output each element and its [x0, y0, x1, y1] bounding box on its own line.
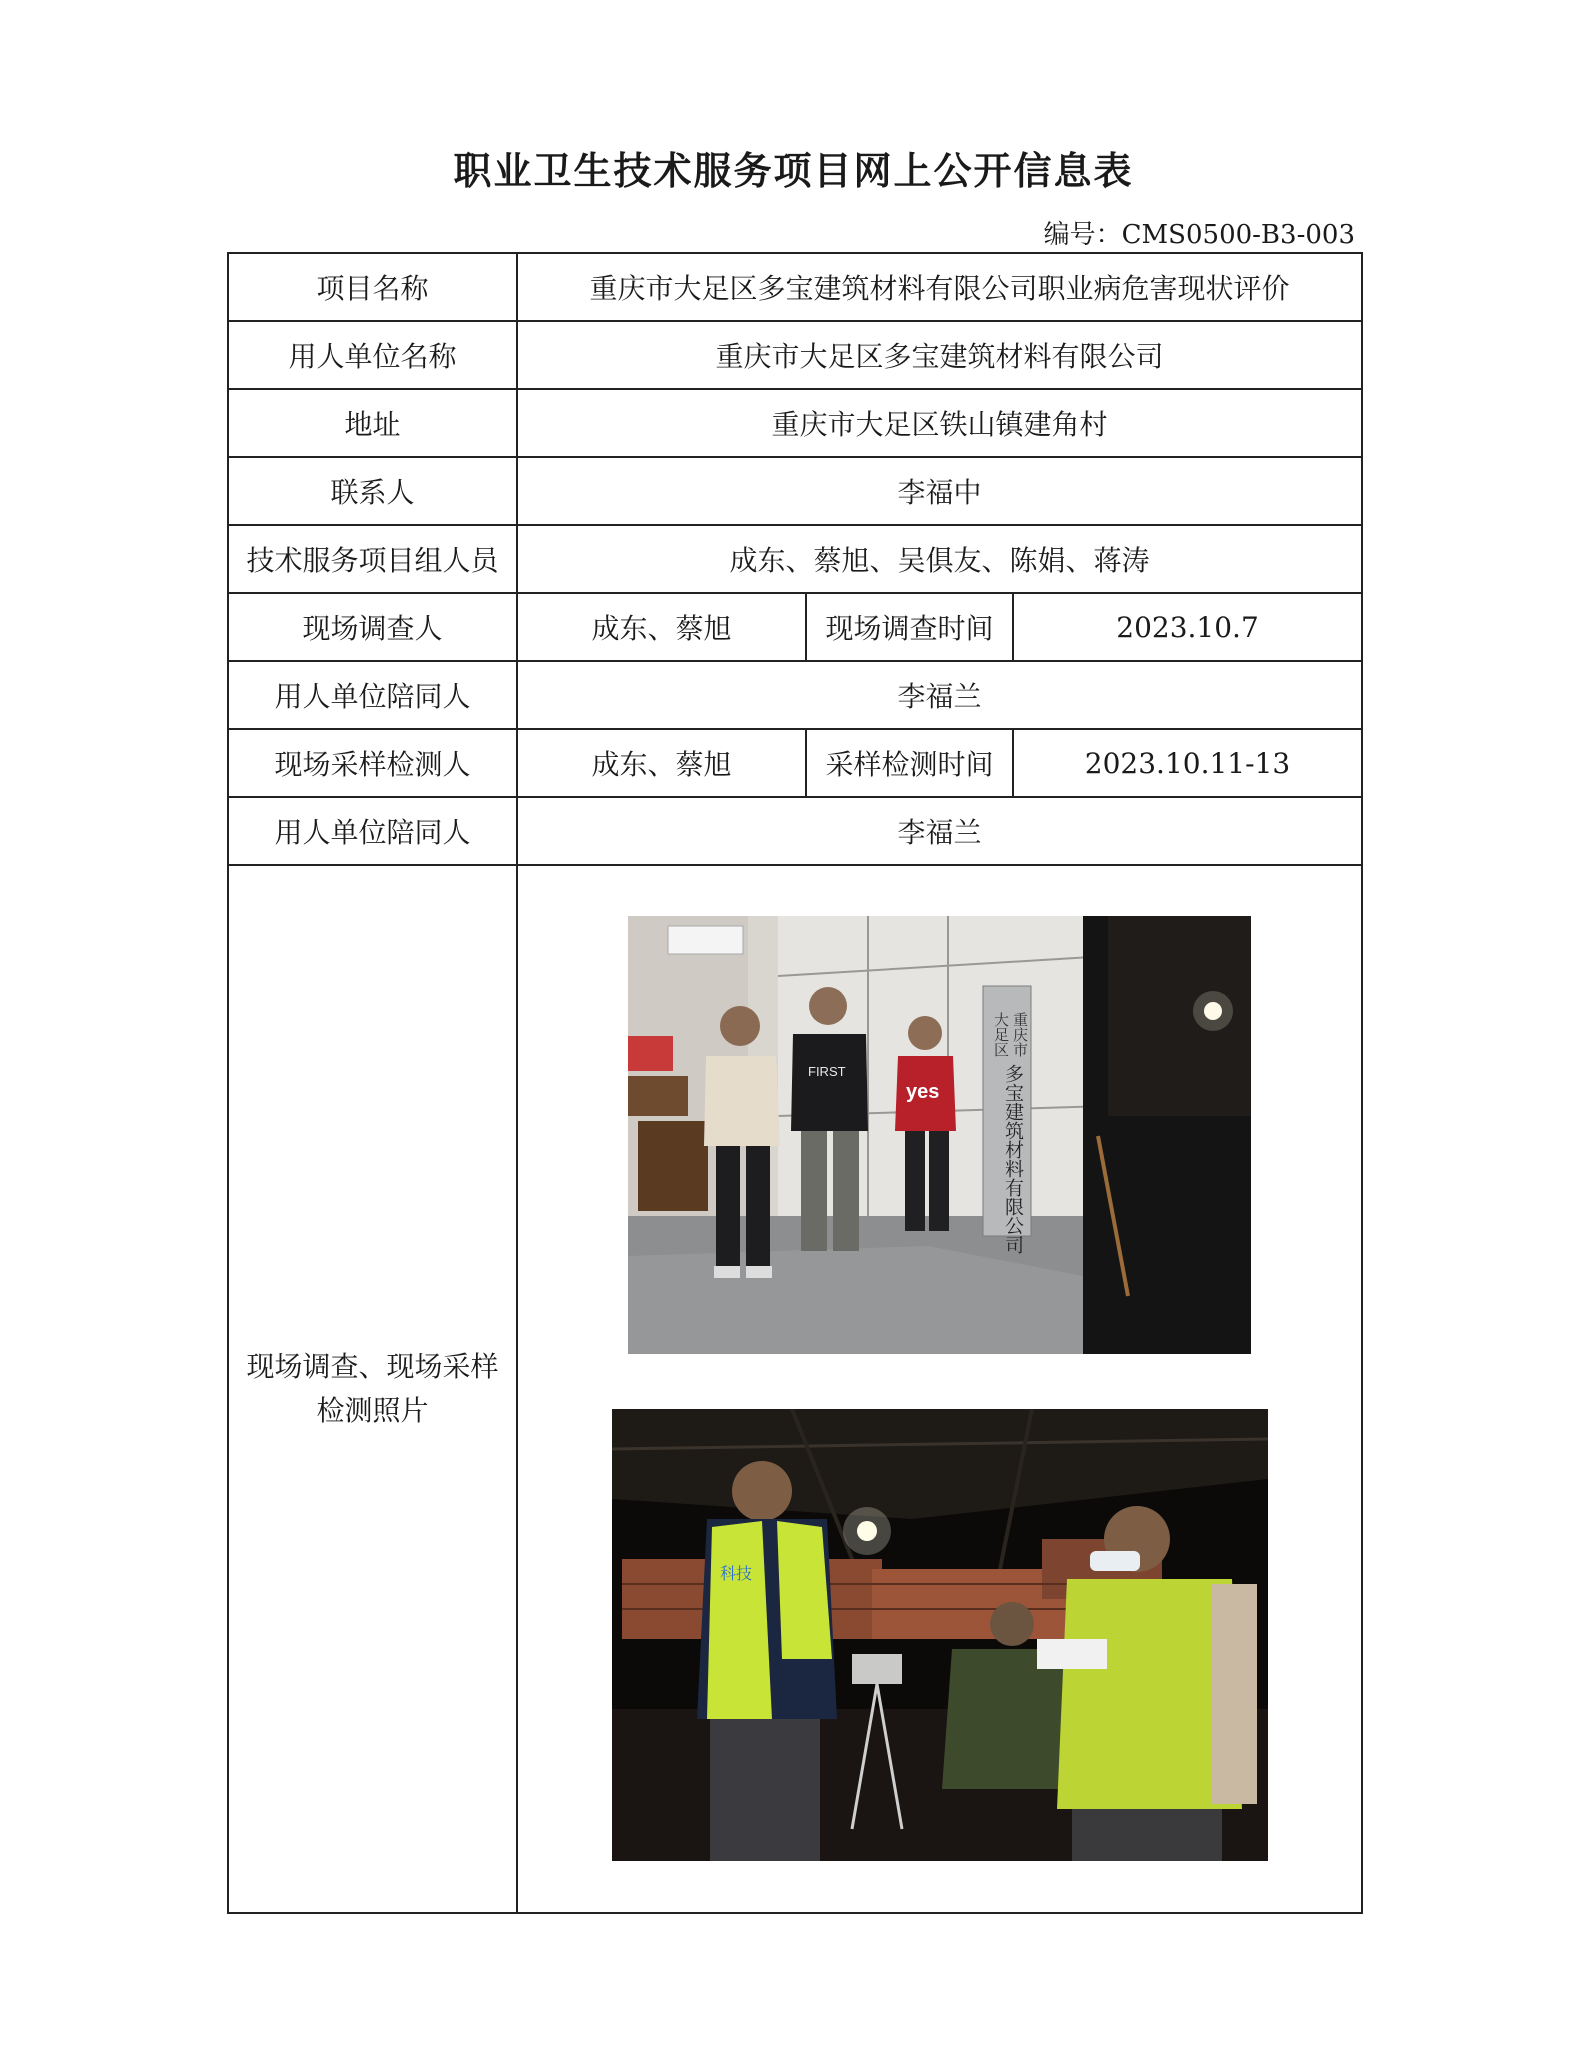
- vest-text: 科技: [720, 1564, 753, 1583]
- sampling-time-value: 2023.10.11-13: [1013, 729, 1362, 797]
- document-code: 编号：CMS0500-B3-003: [1043, 220, 1355, 250]
- row-survey-companion: [228, 661, 1362, 729]
- sign-text-main: 多宝建筑材料有限公司: [1002, 1064, 1024, 1254]
- employer-name-value: 重庆市大足区多宝建筑材料有限公司: [517, 321, 1362, 389]
- survey-companion-label: 用人单位陪同人: [228, 661, 517, 729]
- photos-label: [228, 865, 517, 1913]
- survey-label: 现场调查人: [228, 593, 517, 661]
- row-employer-name: [228, 321, 1362, 389]
- survey-companion-value: 李福兰: [517, 661, 1362, 729]
- site-survey-photo: [628, 916, 1251, 1354]
- contact-value: 李福中: [517, 457, 1362, 525]
- sampling-time-label: 采样检测时间: [806, 729, 1013, 797]
- project-name-value: 重庆市大足区多宝建筑材料有限公司职业病危害现状评价: [517, 253, 1362, 321]
- row-photos: [228, 865, 1362, 1913]
- info-table: [227, 252, 1363, 1914]
- hoodie-text: yes: [906, 1081, 940, 1103]
- row-address: [228, 389, 1362, 457]
- address-value: 重庆市大足区铁山镇建角村: [517, 389, 1362, 457]
- sampling-companion-label: 用人单位陪同人: [228, 797, 517, 865]
- document-title: 职业卫生技术服务项目网上公开信息表: [453, 148, 1134, 193]
- sampling-photo: [612, 1409, 1268, 1861]
- row-sampling-companion: [228, 797, 1362, 865]
- photos-label-line2: 检测照片: [316, 1394, 429, 1427]
- sign-text-col2: 大足区: [992, 1012, 1010, 1057]
- team-value: 成东、蔡旭、吴俱友、陈娟、蒋涛: [517, 525, 1362, 593]
- sign-text-col1: 重庆市: [1011, 1012, 1029, 1057]
- team-label: 技术服务项目组人员: [228, 525, 517, 593]
- sampling-label: 现场采样检测人: [228, 729, 517, 797]
- row-sampling: [228, 729, 1362, 797]
- row-project-name: [228, 253, 1362, 321]
- project-name-label: 项目名称: [228, 253, 517, 321]
- photos-cell: [517, 865, 1362, 1913]
- employer-name-label: 用人单位名称: [228, 321, 517, 389]
- row-team: [228, 525, 1362, 593]
- sampling-companion-value: 李福兰: [517, 797, 1362, 865]
- survey-time-value: 2023.10.7: [1013, 593, 1362, 661]
- row-survey: [228, 593, 1362, 661]
- shirt-text: FIRST: [808, 1064, 846, 1079]
- survey-value: 成东、蔡旭: [517, 593, 806, 661]
- sampling-value: 成东、蔡旭: [517, 729, 806, 797]
- contact-label: 联系人: [228, 457, 517, 525]
- photos-label-line1: 现场调查、现场采样: [246, 1350, 499, 1383]
- address-label: 地址: [228, 389, 517, 457]
- survey-time-label: 现场调查时间: [806, 593, 1013, 661]
- row-contact: [228, 457, 1362, 525]
